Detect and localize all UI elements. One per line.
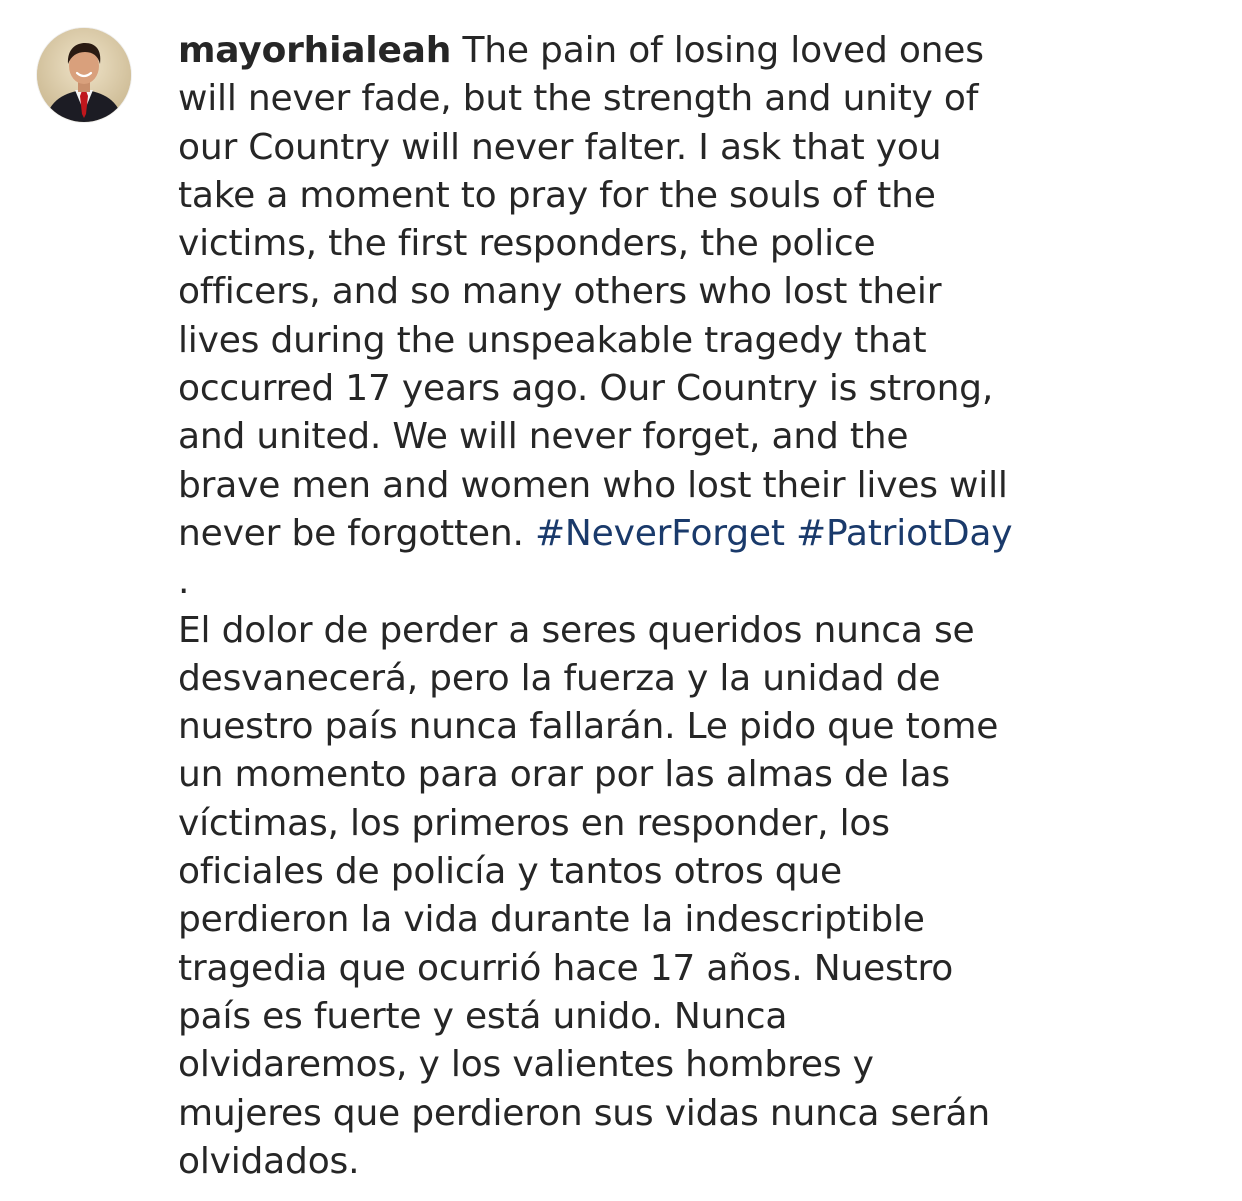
caption-english [178,27,1228,558]
separator-dot: . [178,561,190,603]
caption-text: victims, the first responders, the police [178,223,876,265]
caption-line: víctimas, los primeros en responder, los [178,802,890,844]
caption-line [178,268,1228,316]
caption-line: oficiales de policía y tantos otros que [178,851,843,893]
caption-text: officers, and so many others who lost their [178,271,942,313]
caption-line [178,317,1228,365]
caption-line [178,220,1228,268]
caption-line: nuestro país nunca fallarán. Le pido que tome [178,706,999,748]
caption-text: lives during the unspeakable tragedy that [178,319,927,361]
caption-line: país es fuerte y está unido. Nunca [178,995,788,1037]
caption-text: will never fade, but the strength and unity of [178,78,979,120]
caption-line: desvanecerá, pero la fuerza y la unidad de [178,657,941,699]
caption-spanish [178,607,1228,1187]
caption-separator [178,558,1228,606]
caption-line: El dolor de perder a seres queridos nunca se [178,609,975,651]
profile-photo-icon [37,28,131,122]
caption-line: olvidaremos, y los valientes hombres y [178,1044,874,1086]
hashtag-link[interactable]: #NeverForget [534,512,785,554]
caption-line [178,365,1228,413]
caption-text: our Country will never falter. I ask that you [178,126,942,168]
caption-text: never be forgotten. [178,512,524,554]
caption-line: mujeres que perdieron sus vidas nunca serán [178,1092,991,1134]
hashtag-link[interactable]: #PatriotDay [796,512,1013,554]
caption-line: perdieron la vida durante la indescriptible [178,899,925,941]
caption-line [178,462,1228,510]
caption-text: brave men and women who lost their lives will [178,464,1008,506]
caption-line: tragedia que ocurrió hace 17 años. Nuestro [178,947,954,989]
username-link[interactable]: mayorhialeah [178,30,452,71]
caption-line [178,172,1228,220]
caption-line: olvidados. [178,1140,360,1182]
caption-line [178,75,1228,123]
caption-text: The pain of losing loved ones [462,30,984,71]
caption-text: and united. We will never forget, and the [178,416,909,458]
caption-text: take a moment to pray for the souls of the [178,174,936,216]
caption-line [178,413,1228,461]
caption [178,27,1228,1186]
caption-text: occurred 17 years ago. Our Country is strong, [178,368,994,410]
caption-line: un momento para orar por las almas de las [178,754,950,796]
avatar[interactable] [37,28,131,122]
caption-line [178,27,1228,75]
caption-line [178,510,1228,558]
caption-line [178,124,1228,172]
